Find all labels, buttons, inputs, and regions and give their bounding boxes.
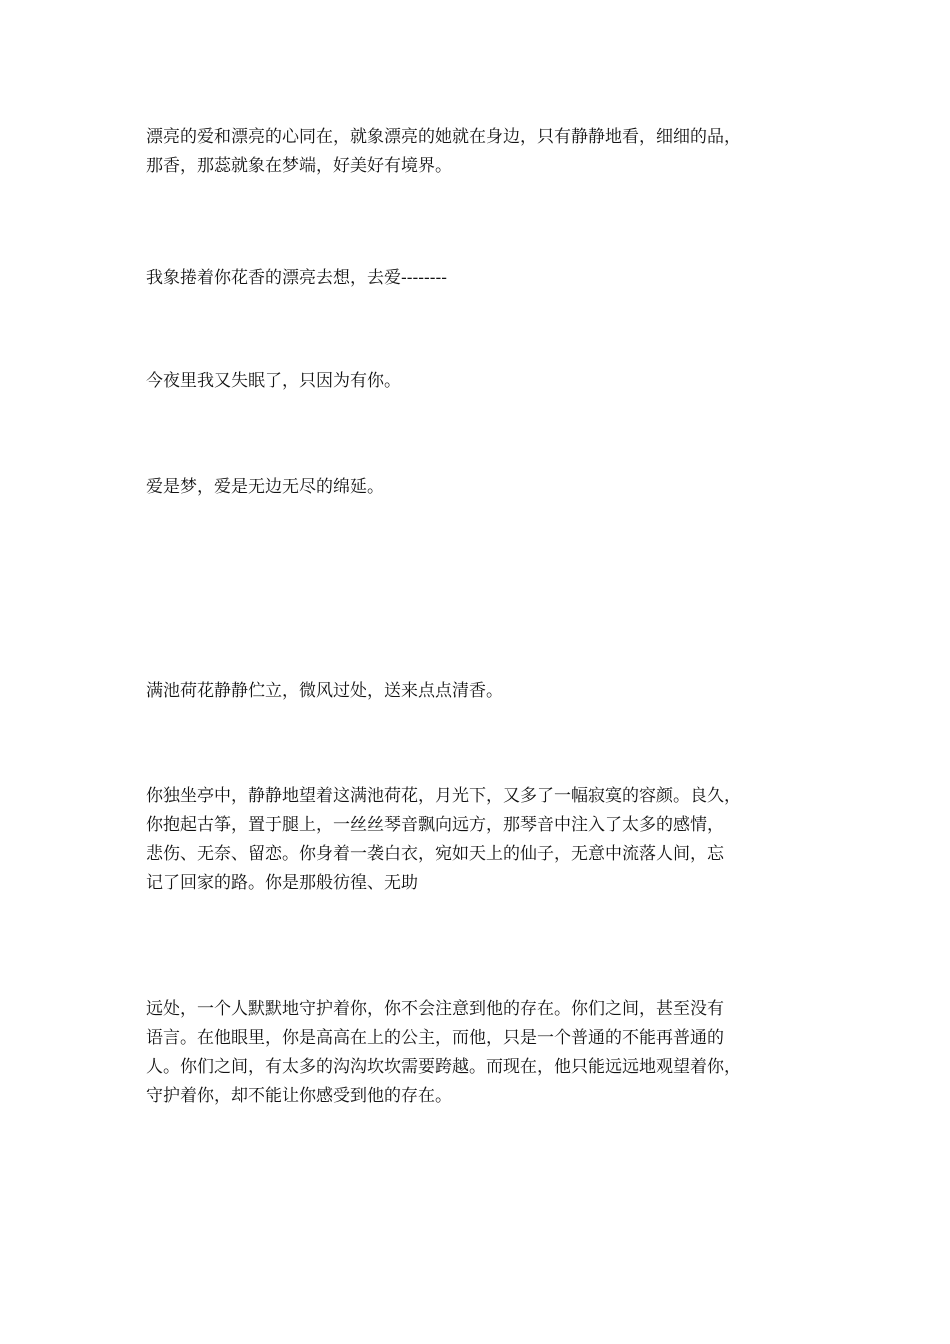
- paragraph-line: 人。你们之间，有太多的沟沟坎坎需要跨越。而现在，他只能远远地观望着你，: [146, 1057, 741, 1077]
- paragraph: [146, 123, 826, 181]
- paragraph-line: 今夜里我又失眠了，只因为有你。: [146, 371, 401, 391]
- paragraph: [146, 367, 826, 396]
- paragraph: [146, 473, 826, 502]
- paragraph-line: 记了回家的路。你是那般彷徨、无助: [146, 873, 418, 893]
- paragraph-line: 漂亮的爱和漂亮的心同在，就象漂亮的她就在身边，只有静静地看，细细的品，: [146, 127, 741, 147]
- paragraph-line: 我象捲着你花香的漂亮去想，去爱--------: [146, 268, 447, 288]
- paragraph-line: 你抱起古筝，置于腿上，一丝丝琴音飘向远方，那琴音中注入了太多的感情，: [146, 815, 724, 835]
- paragraph: [146, 677, 826, 706]
- paragraph: [146, 264, 826, 293]
- paragraph-line: 远处，一个人默默地守护着你，你不会注意到他的存在。你们之间，甚至没有: [146, 999, 724, 1019]
- paragraph-line: 那香，那蕊就象在梦端，好美好有境界。: [146, 156, 452, 176]
- paragraph-line: 爱是梦，爱是无边无尽的绵延。: [146, 477, 384, 497]
- paragraph-line: 满池荷花静静伫立，微风过处，送来点点清香。: [146, 681, 503, 701]
- paragraph-line: 悲伤、无奈、留恋。你身着一袭白衣，宛如天上的仙子，无意中流落人间，忘: [146, 844, 724, 864]
- paragraph: [146, 782, 826, 898]
- paragraph-line: 守护着你，却不能让你感受到他的存在。: [146, 1086, 452, 1106]
- paragraph-line: 语言。在他眼里，你是高高在上的公主，而他，只是一个普通的不能再普通的: [146, 1028, 724, 1048]
- paragraph: [146, 995, 826, 1111]
- paragraph-line: 你独坐亭中，静静地望着这满池荷花，月光下，又多了一幅寂寞的容颜。良久，: [146, 786, 741, 806]
